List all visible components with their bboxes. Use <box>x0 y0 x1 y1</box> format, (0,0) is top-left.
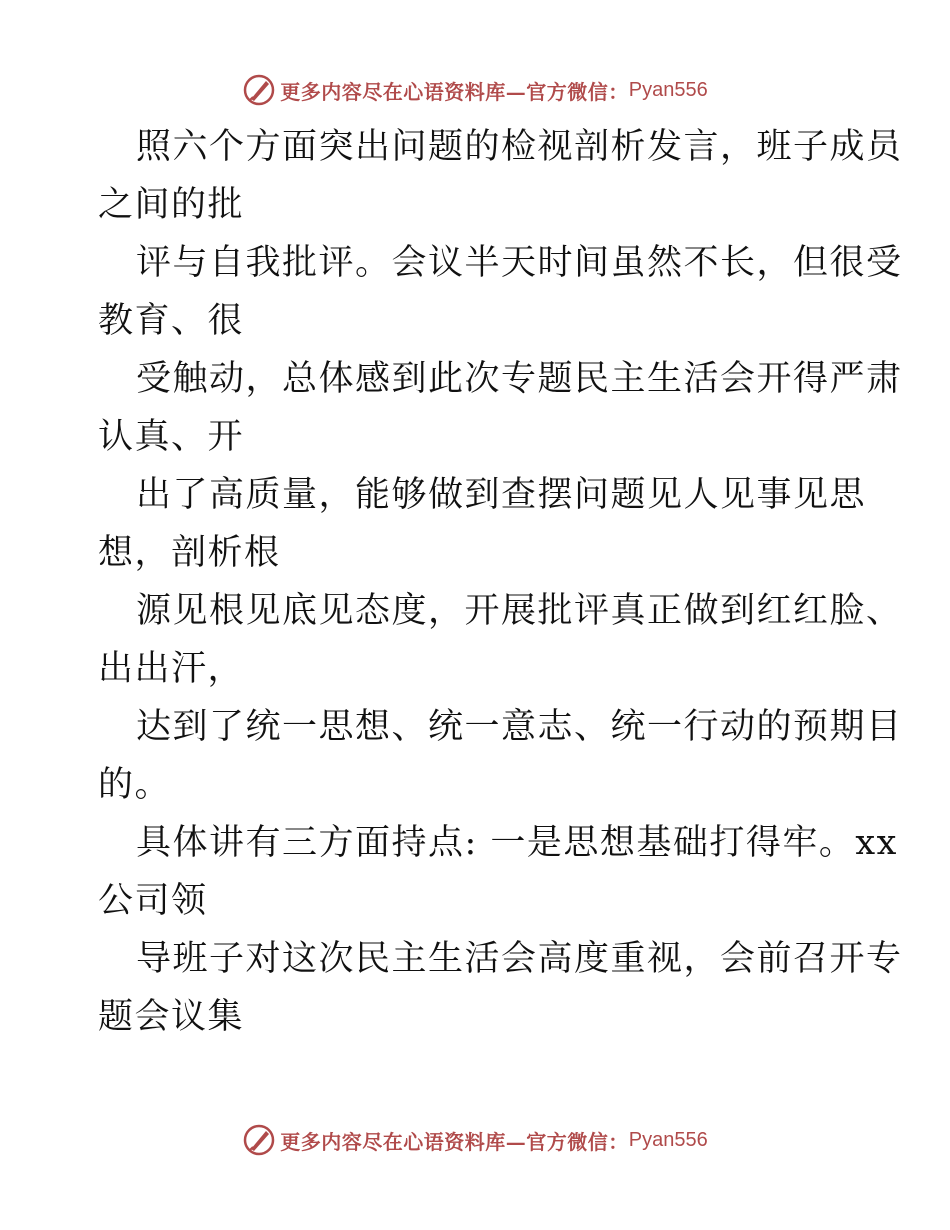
body-line: 题会议集 <box>98 997 245 1037</box>
body-line: 达到了统一思想、统一意志、统一行动的预期目 <box>136 707 903 747</box>
body-line: 出出汗， <box>98 649 245 689</box>
footer-banner <box>0 1120 950 1160</box>
body-line: 教育、很 <box>98 301 245 341</box>
body-line: 照六个方面突出问题的检视剖析发言，班子成员 <box>136 127 903 167</box>
body-line: 评与自我批评。会议半天时间虽然不长，但很受 <box>136 243 903 283</box>
body-line: 的。 <box>98 765 172 805</box>
body-line: 认真、开 <box>98 417 245 457</box>
header-wechat-id: Pyan556 <box>628 78 708 101</box>
header-banner-text: 更多内容尽在心语资料库—官方微信： <box>280 79 629 104</box>
body-line: 导班子对这次民主生活会高度重视，会前召开专 <box>136 939 903 979</box>
body-line: 出了高质量，能够做到查摆问题见人见事见思 <box>136 475 867 515</box>
footer-wechat-id: Pyan556 <box>628 1128 708 1151</box>
body-line: 之间的批 <box>98 185 245 225</box>
body-line: 受触动，总体感到此次专题民主生活会开得严肃 <box>136 359 903 399</box>
body-line: 具体讲有三方面持点: 一是思想基础打得牢。xx <box>136 823 898 863</box>
document-body <box>98 118 903 1046</box>
quill-logo-icon <box>242 1123 276 1157</box>
header-banner <box>0 70 950 110</box>
footer-banner-text: 更多内容尽在心语资料库—官方微信： <box>280 1129 629 1154</box>
quill-logo-icon <box>242 73 276 107</box>
body-line: 想，剖析根 <box>98 533 281 573</box>
body-line: 公司领 <box>98 881 208 921</box>
body-line: 源见根见底见态度，开展批评真正做到红红脸、 <box>136 591 903 631</box>
